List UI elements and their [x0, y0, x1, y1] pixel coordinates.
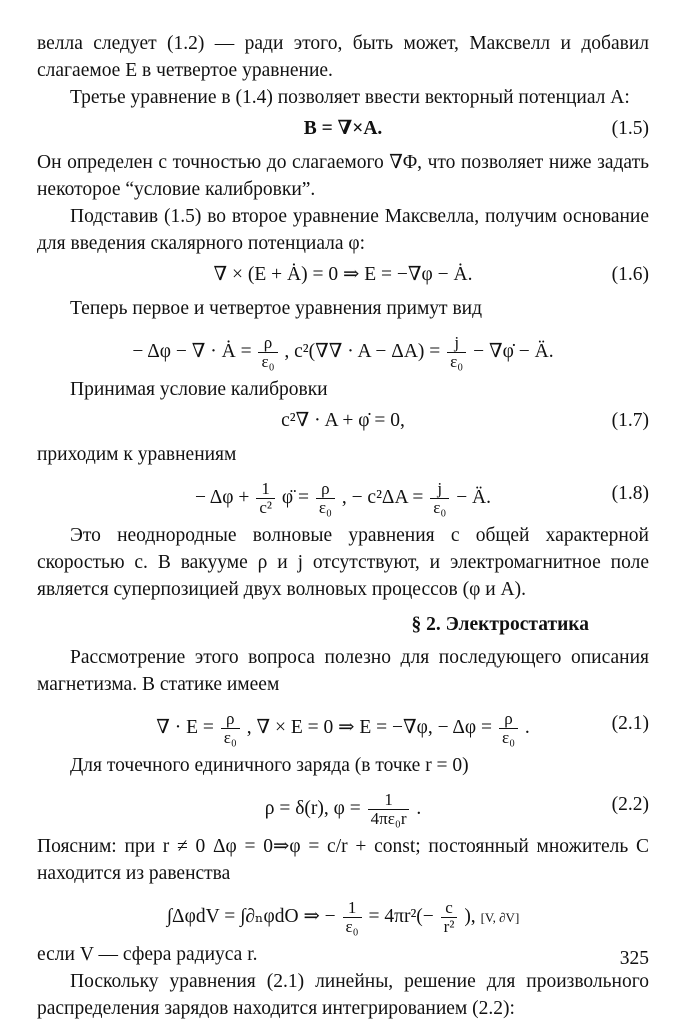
- paragraph: Поясним: при r ≠ 0 Δφ = 0⇒φ = c/r + const; постоянный множитель C находится из равенства: [37, 836, 649, 884]
- equation-2-1: [37, 702, 649, 748]
- equation-1-8: [37, 472, 649, 518]
- integral-domain-dv: ∂V: [499, 909, 515, 925]
- math-part: ),: [464, 905, 476, 927]
- fraction: [258, 334, 277, 371]
- paragraph: Принимая условие калибровки: [70, 379, 328, 400]
- equation-math: [37, 480, 649, 517]
- numerator: j: [447, 334, 466, 353]
- denominator: ε₀: [501, 728, 516, 747]
- equation-math: B = ∇×A.: [303, 118, 383, 139]
- paragraph: приходим к уравнениям: [37, 444, 237, 465]
- math-part: − ∇φ̇ − Ä.: [473, 340, 554, 362]
- math-part: = 4πr²(−: [368, 905, 434, 927]
- equation-number: (1.8): [611, 483, 649, 504]
- paragraph: Третье уравнение в (1.4) позволяет ввести векторный потенциал A:: [70, 87, 630, 108]
- equation-math: [37, 710, 649, 747]
- denominator: c²: [259, 498, 272, 517]
- paragraph: велла следует (1.2) — ради этого, быть может, Максвелл и добавил слагаемое E в четвертое уравнение.: [37, 33, 649, 81]
- equation-number: (2.2): [611, 794, 649, 815]
- paragraph: Поскольку уравнения (2.1) линейны, решение для произвольного распределения зарядов находится интегрированием (2.2):: [37, 971, 649, 1019]
- numerator: 1: [343, 899, 362, 918]
- equation-2-2: [37, 783, 649, 829]
- math-part: , c²(∇∇ · A − ΔA) =: [284, 340, 441, 362]
- equation-1-5: [37, 115, 649, 145]
- numerator: ρ: [221, 710, 240, 729]
- numerator: 1: [368, 791, 410, 810]
- denominator: ε₀: [450, 352, 464, 371]
- fraction: [221, 710, 240, 747]
- equation-math: [37, 334, 649, 371]
- equation-1-7: [37, 407, 649, 437]
- fraction: [368, 791, 410, 828]
- denominator: ε₀: [223, 728, 237, 747]
- equation-number: (1.6): [611, 264, 649, 285]
- fraction: [499, 710, 518, 747]
- denominator: ε₀: [261, 352, 275, 371]
- paragraph: если V — сфера радиуса r.: [37, 944, 258, 965]
- paragraph: Теперь первое и четвертое уравнения примут вид: [70, 298, 483, 319]
- section-title: § 2. Электростатика: [411, 614, 589, 635]
- paragraph: Он определен с точностью до слагаемого ∇Φ, что позволяет ниже задать некоторое “условие калибровки”.: [37, 152, 649, 200]
- page-body: [37, 30, 649, 1022]
- fraction: [316, 480, 335, 517]
- fraction: [441, 899, 458, 936]
- fraction: [256, 480, 275, 517]
- denominator: 4πε₀r: [370, 809, 407, 828]
- integral-domain-labels: [V, ∂V]: [480, 909, 520, 925]
- numerator: 1: [256, 480, 275, 499]
- paragraph: Подставив (1.5) во второе уравнение Максвелла, получим основание для введения скалярного потенциала φ:: [37, 206, 649, 254]
- denominator: ε₀: [345, 917, 359, 936]
- equation-math: c²∇ · A + φ̇ = 0,: [281, 410, 405, 431]
- denominator: r²: [443, 917, 455, 936]
- equation-math: [37, 791, 649, 828]
- math-part: , − c²ΔA =: [341, 486, 424, 508]
- numerator: ρ: [316, 480, 335, 499]
- math-part: − Ä.: [456, 486, 492, 508]
- denominator: ε₀: [433, 498, 447, 517]
- equation-1-6: [37, 261, 649, 291]
- math-part: − Δφ − ∇ · Ȧ =: [132, 340, 252, 362]
- math-part: .: [524, 716, 530, 738]
- integral-domain-v: V: [484, 909, 493, 925]
- equation-math: [37, 899, 649, 936]
- equation-number: (1.5): [611, 118, 649, 139]
- math-part: ρ = δ(r), φ =: [264, 797, 361, 819]
- fraction: [447, 334, 466, 371]
- page-number: 325: [619, 948, 649, 969]
- equation-integral: [37, 891, 649, 937]
- equation-math: ∇ × (E + Ȧ) = 0 ⇒ E = −∇φ − Ȧ.: [213, 264, 473, 285]
- equation-number: (1.7): [611, 410, 649, 431]
- math-part: φ̈ =: [281, 486, 309, 508]
- numerator: c: [441, 899, 458, 918]
- math-part: .: [416, 797, 422, 819]
- paragraph: Рассмотрение этого вопроса полезно для последующего описания магнетизма. В статике имеем: [37, 647, 649, 695]
- math-part: ∫ΔφdV = ∫∂ₙφdO ⇒ −: [166, 905, 336, 927]
- equation-number: (2.1): [611, 713, 649, 734]
- math-part: , ∇ × E = 0 ⇒ E = −∇φ, − Δφ =: [246, 716, 493, 738]
- numerator: j: [430, 480, 449, 499]
- numerator: ρ: [499, 710, 518, 729]
- equation-unnumbered: [37, 326, 649, 372]
- denominator: ε₀: [318, 498, 332, 517]
- math-part: ∇ · E =: [156, 716, 214, 738]
- fraction: [343, 899, 362, 936]
- math-part: − Δφ +: [194, 486, 250, 508]
- paragraph: Для точечного единичного заряда (в точке r = 0): [70, 755, 469, 776]
- fraction: [430, 480, 449, 517]
- numerator: ρ: [258, 334, 277, 353]
- paragraph: Это неоднородные волновые уравнения с общей характерной скоростью c. В вакууме ρ и j отсутствуют, и электромагнитное поле является суперпозицией двух волновых процессов (φ и A).: [37, 525, 649, 600]
